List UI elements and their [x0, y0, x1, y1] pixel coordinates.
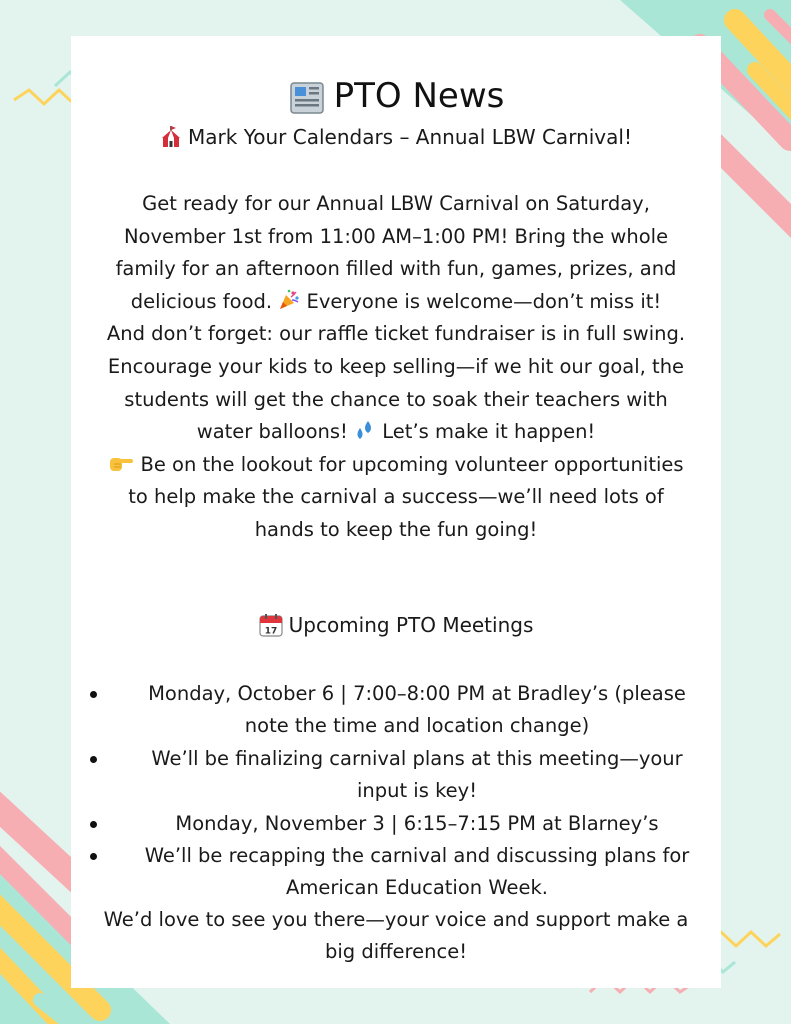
- sweat-droplets-icon: [354, 419, 376, 441]
- calendar-icon: [259, 613, 283, 637]
- list-item-line: Monday, November 3 | 6:15–7:15 PM at Blarney’s: [175, 811, 659, 835]
- meetings-heading-text: Upcoming PTO Meetings: [288, 613, 534, 637]
- list-item-line: Monday, October 6 | 7:00–8:00 PM at Bradley’s (please: [148, 682, 686, 705]
- pointing-hand-icon: [108, 453, 134, 473]
- carnival-body: [71, 188, 721, 547]
- newspaper-icon: [288, 80, 326, 116]
- closing-line: big difference!: [324, 940, 468, 964]
- body-line-with-icon: [71, 449, 721, 482]
- body-line: Everyone is welcome—don’t miss it!: [306, 289, 662, 313]
- body-line: Let’s make it happen!: [382, 420, 596, 444]
- carnival-heading-text: Mark Your Calendars – Annual LBW Carnival!: [188, 125, 632, 149]
- list-item-line: We’ll be recapping the carnival and discussing plans for: [144, 844, 690, 868]
- list-item: [71, 678, 721, 743]
- body-line: November 1st from 11:00 AM–1:00 PM! Bring the whole: [123, 224, 669, 248]
- body-line-with-icon: [71, 416, 721, 449]
- body-line: family for an afternoon filled with fun, games, prizes, and: [115, 257, 677, 281]
- party-popper-icon: [278, 289, 300, 311]
- list-item: [71, 840, 721, 905]
- carnival-heading: [71, 124, 721, 150]
- list-item-line: American Education Week.: [286, 876, 548, 900]
- list-item: [71, 743, 721, 808]
- newsletter-card: [71, 36, 721, 988]
- list-item-line: input is key!: [356, 779, 478, 803]
- title-text: PTO News: [333, 76, 505, 116]
- closing-line: We’d love to see you there—your voice and support make a: [103, 908, 689, 931]
- meetings-heading: [71, 612, 721, 638]
- meetings-list: [71, 678, 721, 905]
- closing-text: [71, 904, 721, 969]
- circus-tent-icon: [160, 126, 182, 148]
- body-line: water balloons!: [196, 420, 348, 444]
- list-item-line: note the time and location change): [244, 714, 590, 738]
- body-line: delicious food.: [130, 289, 273, 313]
- body-line: And don’t forget: our raffle ticket fundraiser is in full swing.: [106, 322, 686, 346]
- body-line: students will get the chance to soak their teachers with: [124, 387, 668, 411]
- svg-text:17: 17: [264, 626, 277, 636]
- body-line: Encourage your kids to keep selling—if we hit our goal, the: [107, 354, 685, 378]
- body-line: hands to keep the fun going!: [254, 517, 538, 541]
- body-line: to help make the carnival a success—we’ll need lots of: [128, 485, 664, 509]
- body-line-with-icon: [71, 286, 721, 319]
- list-item-line: We’ll be finalizing carnival plans at this meeting—your: [151, 746, 683, 770]
- body-line: Get ready for our Annual LBW Carnival on Saturday,: [142, 192, 650, 215]
- page-title: [71, 76, 721, 116]
- list-item: [71, 808, 721, 840]
- body-line: Be on the lookout for upcoming volunteer opportunities: [140, 452, 684, 476]
